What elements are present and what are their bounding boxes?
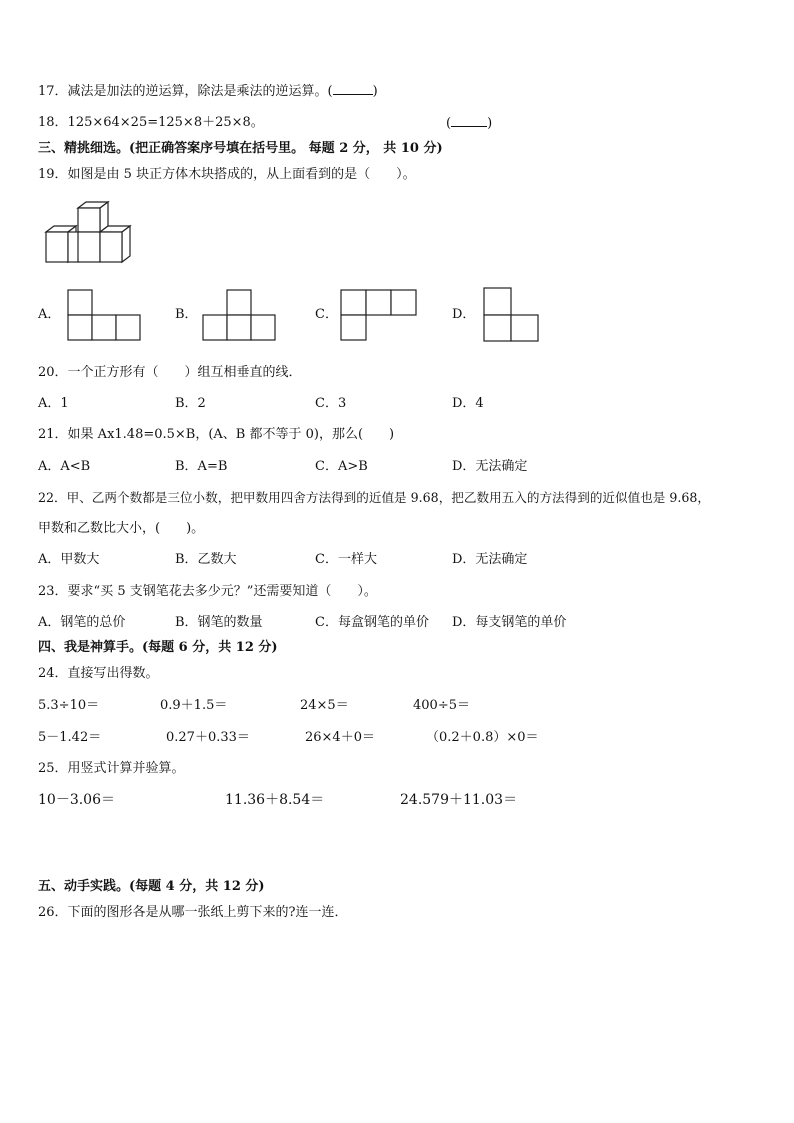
q21-option-c[interactable]: C．A>B bbox=[315, 459, 368, 474]
q19-option-a-label[interactable]: A． bbox=[38, 307, 61, 322]
q24-item[interactable]: 5－1.42＝ bbox=[38, 730, 102, 745]
q21-stem: 21．如果 Ax1.48=0.5×B，(A、B 都不等于 0)，那么( ) bbox=[38, 427, 395, 442]
section-4-heading: 四、我是神算手。(每题 6 分，共 12 分) bbox=[38, 640, 278, 655]
q20-option-b[interactable]: B．2 bbox=[175, 396, 206, 411]
q21-option-d[interactable]: D．无法确定 bbox=[452, 459, 528, 474]
q18-answer-blank[interactable] bbox=[451, 114, 487, 127]
q23-option-a[interactable]: A．钢笔的总价 bbox=[38, 615, 126, 630]
section-3-heading: 三、精挑细选。(把正确答案序号填在括号里。 每题 2 分， 共 10 分) bbox=[38, 141, 443, 156]
q19-cube-figure bbox=[44, 200, 144, 272]
q23-option-c[interactable]: C．每盒钢笔的单价 bbox=[315, 615, 429, 630]
q19-option-d-label[interactable]: D． bbox=[452, 307, 476, 322]
q25-item[interactable]: 10－3.06＝ bbox=[38, 792, 115, 808]
q24-item[interactable]: 400÷5＝ bbox=[413, 698, 470, 713]
q19-option-c-label[interactable]: C． bbox=[315, 307, 338, 322]
q17-line bbox=[38, 82, 378, 101]
q19-option-a-figure[interactable] bbox=[66, 288, 146, 344]
section-5-heading: 五、动手实践。(每题 4 分，共 12 分) bbox=[38, 879, 265, 894]
q20-option-a[interactable]: A．1 bbox=[38, 396, 69, 411]
q23-stem: 23．要求“买 5 支钢笔花去多少元？”还需要知道（ ）。 bbox=[38, 584, 377, 599]
q17-text: 17．减法是加法的逆运算，除法是乘法的逆运算。( bbox=[38, 84, 333, 99]
q22-option-c[interactable]: C．一样大 bbox=[315, 552, 377, 567]
q24-item[interactable]: （0.2＋0.8）×0＝ bbox=[426, 730, 539, 745]
q20-option-d[interactable]: D．4 bbox=[452, 396, 484, 411]
q18-open: ( bbox=[446, 116, 452, 131]
q19-option-b-figure[interactable] bbox=[201, 288, 281, 344]
q23-option-d[interactable]: D．每支钢笔的单价 bbox=[452, 615, 567, 630]
q18-bracket bbox=[446, 114, 492, 133]
q21-option-b[interactable]: B．A=B bbox=[175, 459, 228, 474]
cube-top bbox=[78, 202, 108, 232]
q22-option-a[interactable]: A．甲数大 bbox=[38, 552, 100, 567]
q18-text: 18．125×64×25=125×8＋25×8。 bbox=[38, 115, 264, 130]
q24-item[interactable]: 24×5＝ bbox=[300, 698, 349, 713]
cube-right bbox=[100, 226, 130, 262]
q17-answer-blank[interactable] bbox=[333, 82, 373, 95]
q22-option-d[interactable]: D．无法确定 bbox=[452, 552, 528, 567]
q22-stem-line2: 甲数和乙数比大小，( )。 bbox=[38, 521, 205, 536]
cube-middle-left bbox=[68, 232, 79, 262]
q26-stem: 26．下面的图形各是从哪一张纸上剪下来的?连一连． bbox=[38, 905, 348, 920]
q17-close: ) bbox=[372, 84, 378, 99]
q25-item[interactable]: 24.579＋11.03＝ bbox=[400, 792, 518, 808]
q22-option-b[interactable]: B．乙数大 bbox=[175, 552, 237, 567]
q18-line bbox=[38, 114, 264, 132]
q21-option-a[interactable]: A．A<B bbox=[38, 459, 91, 474]
q18-close: ) bbox=[487, 116, 493, 131]
q25-item[interactable]: 11.36＋8.54＝ bbox=[225, 792, 325, 808]
q20-stem: 20．一个正方形有（ ）组互相垂直的线． bbox=[38, 365, 302, 380]
q24-item[interactable]: 5.3÷10＝ bbox=[38, 698, 100, 713]
q23-option-b[interactable]: B．钢笔的数量 bbox=[175, 615, 263, 630]
q24-stem: 24．直接写出得数。 bbox=[38, 666, 159, 681]
q19-option-c-figure[interactable] bbox=[339, 288, 419, 344]
q19-option-d-figure[interactable] bbox=[482, 286, 542, 342]
q19-option-b-label[interactable]: B． bbox=[175, 307, 198, 322]
q24-item[interactable]: 26×4＋0＝ bbox=[305, 730, 375, 745]
q22-stem-line1: 22．甲、乙两个数都是三位小数，把甲数用四舍方法得到的近值是 9.68，把乙数用五入的方法得到的近似值也是 9.68， bbox=[38, 490, 711, 505]
q20-option-c[interactable]: C．3 bbox=[315, 396, 347, 411]
q24-item[interactable]: 0.9＋1.5＝ bbox=[160, 698, 228, 713]
q25-stem: 25．用竖式计算并验算。 bbox=[38, 761, 185, 776]
q24-item[interactable]: 0.27＋0.33＝ bbox=[166, 730, 250, 745]
cube-middle bbox=[78, 232, 100, 262]
q19-stem: 19．如图是由 5 块正方体木块搭成的，从上面看到的是（ ）。 bbox=[38, 167, 416, 182]
